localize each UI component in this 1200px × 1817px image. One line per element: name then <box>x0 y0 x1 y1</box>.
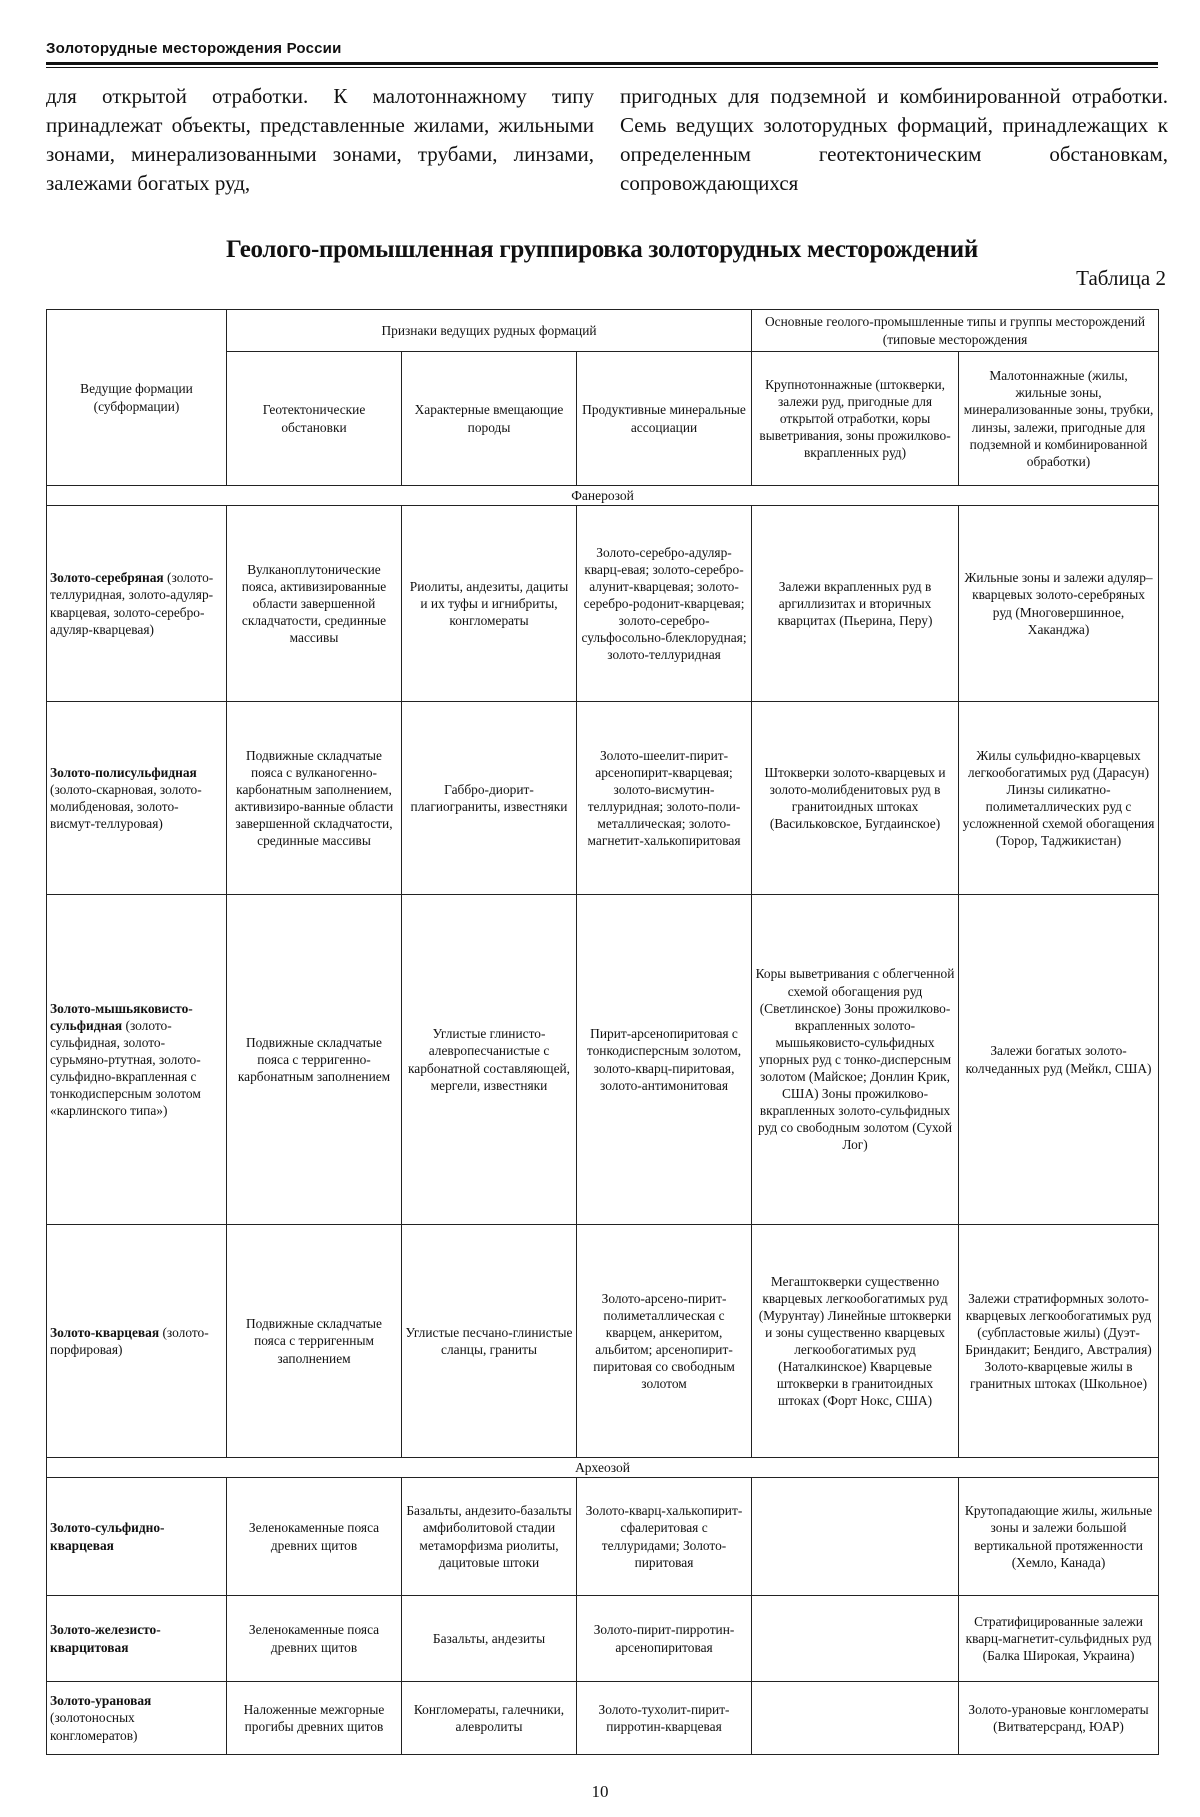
large-tonnage-cell <box>752 1596 959 1682</box>
table-row <box>47 506 1159 702</box>
formation-cell <box>47 702 227 895</box>
formation-cell <box>47 1682 227 1755</box>
era-row-phanerozoic <box>47 486 1159 506</box>
era-label: Археозой <box>47 1458 1159 1478</box>
rocks-cell: Углистые глинисто-алевропесчанистые с карбонатной составляющей, мергели, известняки <box>402 895 577 1225</box>
formation-sub: (золото-порфировая) <box>50 1324 209 1357</box>
small-tonnage-cell: Стратифицированные залежи кварц-магнетит-сульфидных руд (Балка Широкая, Украина) <box>959 1596 1159 1682</box>
formation-sub: (золото-теллуридная, золото-адуляр-кварцевая, золото-серебро-адуляр-кварцевая) <box>50 570 214 637</box>
formation-cell <box>47 1596 227 1682</box>
minerals-cell: Золото-пирит-пирротин-арсенопиритовая <box>577 1596 752 1682</box>
era-label: Фанерозой <box>47 486 1159 506</box>
rocks-cell: Габбро-диорит-плагиограниты, известняки <box>402 702 577 895</box>
small-tonnage-cell: Залежи стратиформных золото-кварцевых легкообогатимых руд (субпластовые жилы) (Дуэт-Бриндакит; Бендиго, Австралия) Золото-кварцевые жилы в гранитных штоках (Школьное) <box>959 1225 1159 1458</box>
minerals-cell: Золото-тухолит-пирит-пирротин-кварцевая <box>577 1682 752 1755</box>
header-minerals: Продуктивные минеральные ассоциации <box>577 352 752 486</box>
large-tonnage-cell: Залежи вкрапленных руд в аргиллизитах и вторичных кварцитах (Пьерина, Перу) <box>752 506 959 702</box>
small-tonnage-cell: Залежи богатых золото-колчеданных руд (Мейкл, США) <box>959 895 1159 1225</box>
formation-name: Золото-кварцевая <box>50 1324 160 1340</box>
geology-table <box>46 309 1159 1755</box>
intro-text <box>46 82 1168 200</box>
header-geotect: Геотектонические обстановки <box>227 352 402 486</box>
geotect-cell: Зеленокаменные пояса древних щитов <box>227 1478 402 1596</box>
table-number: Таблица 2 <box>1076 266 1166 290</box>
header-rule-thin <box>46 67 1158 68</box>
rocks-cell: Конгломераты, галечники, алевролиты <box>402 1682 577 1755</box>
small-tonnage-cell: Жилы сульфидно-кварцевых легкообогатимых руд (Дарасун) Линзы силикатно-полиметаллических руд с усложненной схемой обогащения (Торор, Таджикистан) <box>959 702 1159 895</box>
formation-name: Золото-серебряная <box>50 570 164 586</box>
header-group-types: Основные геолого-промышленные типы и группы месторождений (типовые месторождения <box>752 310 1159 352</box>
large-tonnage-cell: Штокверки золото-кварцевых и золото-молибденитовых руд в гранитоидных штоках (Васильковское, Бугдаинское) <box>752 702 959 895</box>
large-tonnage-cell <box>752 1478 959 1596</box>
geotect-cell: Вулканоплутонические пояса, активизированные области завершенной складчатости, срединные массивы <box>227 506 402 702</box>
text-column-left: для открытой отработки. К малотоннажному типу принадлежат объекты, представленные жилами, жильными зонами, минерализованными зонами, трубами, линзами, залежами богатых руд, <box>46 84 594 195</box>
table-row <box>47 1596 1159 1682</box>
header-rocks: Характерные вмещающие породы <box>402 352 577 486</box>
large-tonnage-cell <box>752 1682 959 1755</box>
small-tonnage-cell: Жильные зоны и залежи адуляр–кварцевых золото-серебряных руд (Многовершинное, Хаканджа) <box>959 506 1159 702</box>
page-number: 10 <box>591 1782 609 1801</box>
header-group-signs: Признаки ведущих рудных формаций <box>227 310 752 352</box>
formation-cell <box>47 1478 227 1596</box>
large-tonnage-cell: Мегаштокверки существенно кварцевых легкообогатимых руд (Мурунтау) Линейные штокверки и зоны существенно кварцевых легкообогатимых руд (Наталкинское) Кварцевые штокверки в гранитоидных штоках (Форт Нокс, США) <box>752 1225 959 1458</box>
text-column-right: пригодных для подземной и комбинированной отработки. Семь ведущих золоторудных формаций, принадлежащих к определенным геотектоническим обстановкам, сопровождающихся <box>620 84 1168 195</box>
formation-sub: (золото-сульфидная, золото-сурьмяно-ртутная, золото-сульфидно-вкрапленная с тонкодисперсным золотом «карлинского типа») <box>50 1017 201 1119</box>
rocks-cell: Углистые песчано-глинистые сланцы, граниты <box>402 1225 577 1458</box>
table-row <box>47 1225 1159 1458</box>
running-header: Золоторудные месторождения России <box>46 40 342 57</box>
table-row <box>47 895 1159 1225</box>
formation-cell <box>47 506 227 702</box>
geotect-cell: Подвижные складчатые пояса с вулканогенно-карбонатным заполнением, активизиро-ванные области завершенной складчатости, срединные массивы <box>227 702 402 895</box>
formation-sub: (золото-скарновая, золото-молибденовая, золото-висмут-теллуровая) <box>50 781 202 832</box>
minerals-cell: Золото-арсено-пирит-полиметаллическая с кварцем, анкеритом, альбитом; арсенопирит-пиритовая со свободным золотом <box>577 1225 752 1458</box>
large-tonnage-cell: Коры выветривания с облегченной схемой обогащения руд (Светлинское) Зоны прожилково-вкрапленных золото-мышьяковисто-сульфидных упорных руд с тонко-дисперсным золотом (Майское; Донлин Крик, США) Зоны прожилково-вкрапленных золото-сульфидных руд со свободным золотом (Сухой Лог) <box>752 895 959 1225</box>
small-tonnage-cell: Крутопадающие жилы, жильные зоны и залежи большой вертикальной протяженности (Хемло, Канада) <box>959 1478 1159 1596</box>
geotect-cell: Подвижные складчатые пояса с терригенным заполнением <box>227 1225 402 1458</box>
era-row-archaeozoic <box>47 1458 1159 1478</box>
rocks-cell: Базальты, андезито-базальты амфиболитовой стадии метаморфизма риолиты, дацитовые штоки <box>402 1478 577 1596</box>
rocks-cell: Риолиты, андезиты, дациты и их туфы и игнибриты, конгломераты <box>402 506 577 702</box>
table-title: Геолого-промышленная группировка золоторудных месторождений <box>226 236 978 263</box>
header-large-tonnage: Крупнотоннажные (штокверки, залежи руд, пригодные для открытой отработки, коры выветривания, зоны прожилково-вкрапленных руд) <box>752 352 959 486</box>
formation-name: Золото-мышьяковисто-сульфидная <box>50 1000 193 1033</box>
small-tonnage-cell: Золото-урановые конгломераты (Витватерсранд, ЮАР) <box>959 1682 1159 1755</box>
geotect-cell: Зеленокаменные пояса древних щитов <box>227 1596 402 1682</box>
table-header-row-1 <box>47 310 1159 352</box>
rocks-cell: Базальты, андезиты <box>402 1596 577 1682</box>
minerals-cell: Золото-серебро-адуляр-кварц-евая; золото-серебро-алунит-кварцевая; золото-серебро-родонит-кварцевая; золото-серебро-сульфосольно-блеклорудная; золото-теллуридная <box>577 506 752 702</box>
formation-name: Золото-сульфидно-кварцевая <box>50 1520 165 1553</box>
table-row <box>47 1682 1159 1755</box>
header-formation: Ведущие формации (субформации) <box>47 310 227 486</box>
formation-cell <box>47 895 227 1225</box>
formation-name: Золото-полисульфидная <box>50 764 197 780</box>
header-small-tonnage: Малотоннажные (жилы, жильные зоны, минерализованные зоны, трубки, линзы, залежи, пригодные для подземной и комбинированной обработки) <box>959 352 1159 486</box>
table-row <box>47 1478 1159 1596</box>
formation-sub: (золотоносных конгломератов) <box>50 1710 138 1743</box>
minerals-cell: Золото-кварц-халькопирит-сфалеритовая с теллуридами; Золото-пиритовая <box>577 1478 752 1596</box>
formation-name: Золото-урановая <box>50 1693 152 1709</box>
table-row <box>47 702 1159 895</box>
minerals-cell: Пирит-арсенопиритовая с тонкодисперсным золотом, золото-кварц-пиритовая, золото-антимонитовая <box>577 895 752 1225</box>
header-rule-thick <box>46 62 1158 65</box>
formation-cell <box>47 1225 227 1458</box>
minerals-cell: Золото-шеелит-пирит-арсенопирит-кварцевая; золото-висмутин-теллуридная; золото-поли-металлическая; золото-магнетит-халькопиритовая <box>577 702 752 895</box>
geotect-cell: Наложенные межгорные прогибы древних щитов <box>227 1682 402 1755</box>
formation-name: Золото-железисто-кварцитовая <box>50 1622 161 1655</box>
geotect-cell: Подвижные складчатые пояса с терригенно-карбонатным заполнением <box>227 895 402 1225</box>
